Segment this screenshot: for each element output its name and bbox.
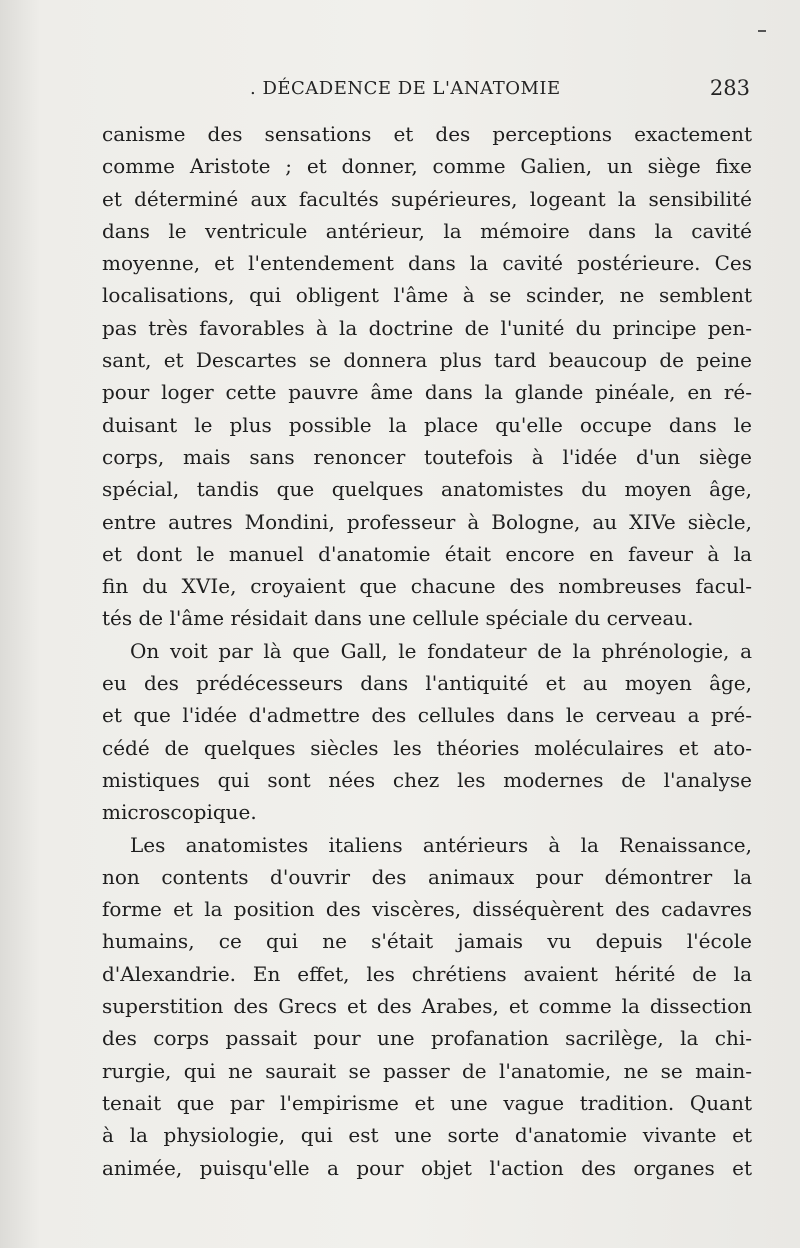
paragraph-first-line: On voit par là que Gall, le fondateur de la phrénologie, a [130,638,752,663]
text-line: superstition des Grecs et des Arabes, et comme la dissection [102,994,752,1019]
text-line: d'Alexandrie. En effet, les chrétiens avaient hérité de la [102,961,752,986]
text-line: dans le ventricule antérieur, la mémoire dans la cavité [102,218,752,243]
text-line: microscopique. [102,800,257,825]
running-head [100,70,750,106]
text-line: mistiques qui sont nées chez les modernes de l'analyse [102,767,752,792]
text-line: non contents d'ouvrir des animaux pour démontrer la [102,864,752,889]
text-line: sant, et Descartes se donnera plus tard beaucoup de peine [102,348,752,373]
text-line: duisant le plus possible la place qu'elle occupe dans le [102,412,752,437]
text-line: et dont le manuel d'anatomie était encore en faveur à la [102,541,752,566]
text-line: corps, mais sans renoncer toutefois à l'idée d'un siège [102,444,752,469]
page-number: 283 [709,76,750,100]
text-line: animée, puisqu'elle a pour objet l'action des organes et [102,1155,752,1180]
text-line: localisations, qui obligent l'âme à se scinder, ne semblent [102,283,752,308]
text-line: à la physiologie, qui est une sorte d'anatomie vivante et [102,1123,752,1148]
paragraph-first-line: Les anatomistes italiens antérieurs à la Renaissance, [130,832,752,857]
text-line: rurgie, qui ne saurait se passer de l'anatomie, ne se main- [102,1058,752,1083]
text-line: fin du XVIe, croyaient que chacune des nombreuses facul- [102,574,752,599]
text-line: pour loger cette pauvre âme dans la glande pinéale, en ré- [102,380,752,405]
text-line: forme et la position des viscères, disséquèrent des cadavres [102,897,752,922]
running-title: . DÉCADENCE DE L'ANATOMIE [250,78,561,99]
text-line: et que l'idée d'admettre des cellules dans le cerveau a pré- [102,703,752,728]
text-line: tenait que par l'empirisme et une vague tradition. Quant [102,1090,752,1115]
text-line: eu des prédécesseurs dans l'antiquité et au moyen âge, [102,671,752,696]
text-line: des corps passait pour une profanation sacrilège, la chi- [102,1026,752,1051]
text-line: tés de l'âme résidait dans une cellule spéciale du cerveau. [102,606,694,631]
text-line: pas très favorables à la doctrine de l'unité du principe pen- [102,315,752,340]
text-line: canisme des sensations et des perceptions exactement [102,122,752,146]
edge-mark [758,30,766,32]
text-line: comme Aristote ; et donner, comme Galien, un siège fixe [102,154,752,179]
body-text [102,118,752,1184]
text-line: cédé de quelques siècles les théories moléculaires et ato- [102,735,752,760]
text-line: moyenne, et l'entendement dans la cavité postérieure. Ces [102,251,752,276]
text-line: et déterminé aux facultés supérieures, logeant la sensibilité [102,186,752,211]
text-line: entre autres Mondini, professeur à Bologne, au XIVe siècle, [102,509,752,534]
text-line: spécial, tandis que quelques anatomistes du moyen âge, [102,477,752,502]
text-line: humains, ce qui ne s'était jamais vu depuis l'école [102,929,752,954]
